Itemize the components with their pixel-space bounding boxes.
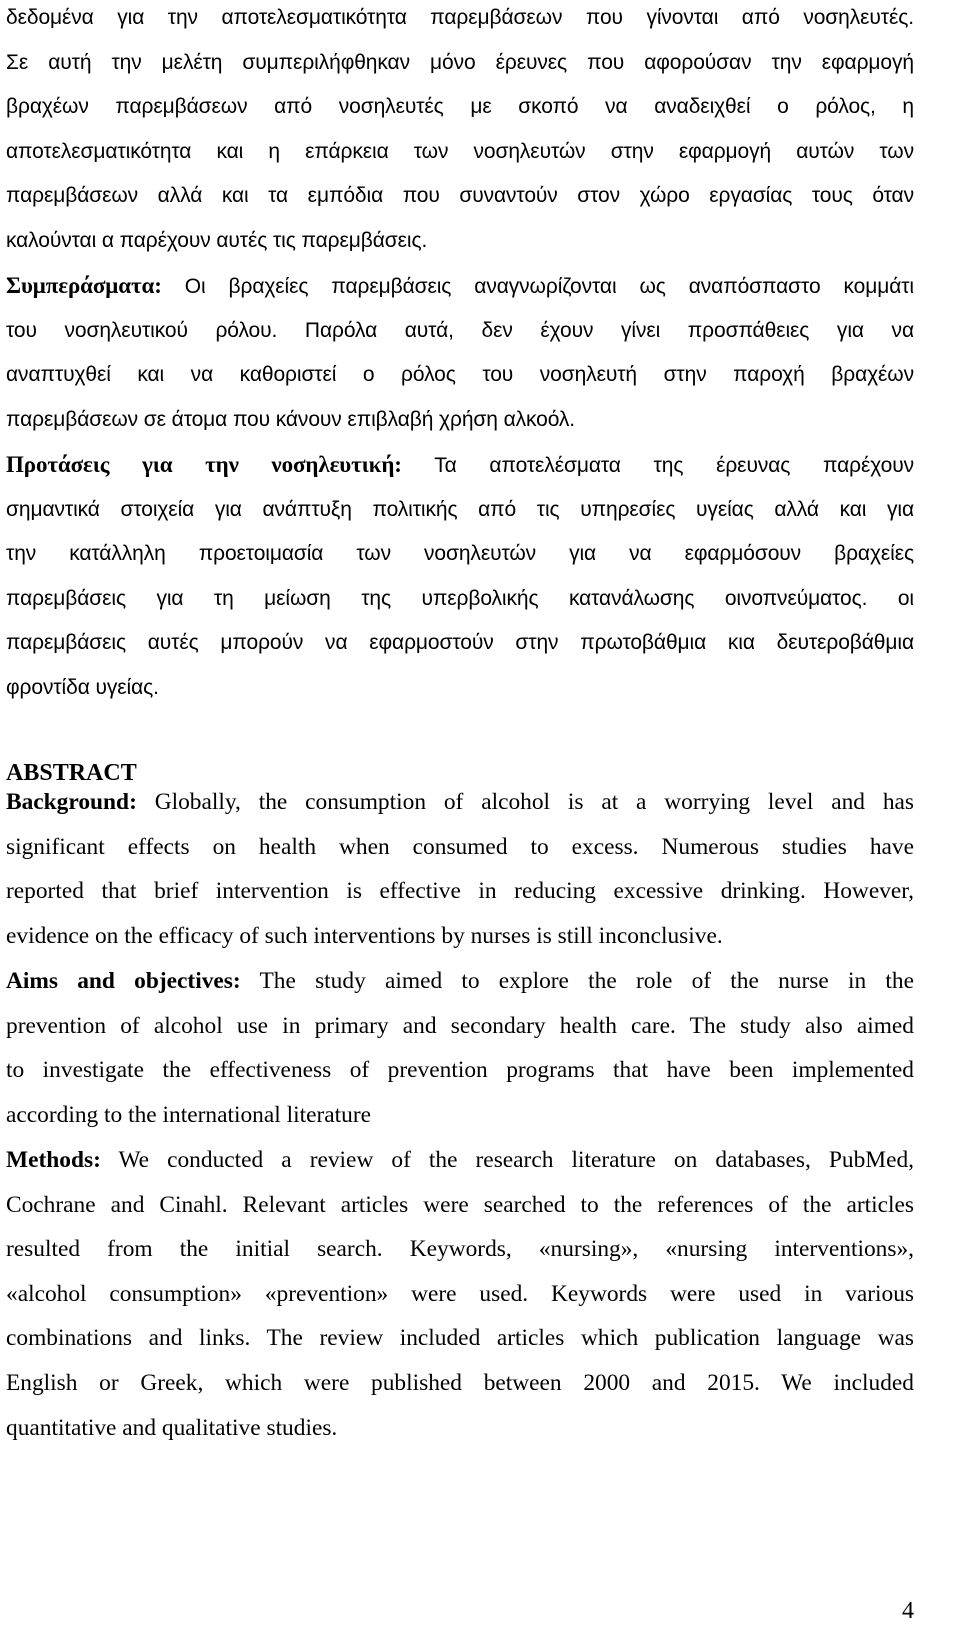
text-line: resulted from the initial search. Keywords, «nursing», «nursing interventions», xyxy=(6,1236,914,1262)
text-line xyxy=(6,967,914,995)
text-line: σημαντικά στοιχεία για ανάπτυξη πολιτικής από τις υπηρεσίες υγείας αλλά και για xyxy=(6,498,914,521)
text-line: quantitative and qualitative studies. xyxy=(6,1415,338,1441)
text-line: evidence on the efficacy of such interventions by nurses is still inconclusive. xyxy=(6,923,723,949)
background-first-line: Globally, the consumption of alcohol is at a worrying level and has xyxy=(136,789,914,815)
text-line: παρεμβάσεων αλλά και τα εμπόδια που συναντούν στον χώρο εργασίας τους όταν xyxy=(6,184,914,207)
text-line: Σε αυτή την μελέτη συμπεριλήφθηκαν μόνο έρευνες που αφορούσαν την εφαρμογή xyxy=(6,51,914,74)
text-line: βραχέων παρεμβάσεων από νοσηλευτές με σκοπό να αναδειχθεί ο ρόλος, η xyxy=(6,95,914,118)
text-line: παρεμβάσεων σε άτομα που κάνουν επιβλαβή χρήση αλκοόλ. xyxy=(6,408,576,431)
text-line: φροντίδα υγείας. xyxy=(6,676,159,699)
text-line: according to the international literature xyxy=(6,1102,371,1128)
text-line: combinations and links. The review included articles which publication language was xyxy=(6,1325,914,1351)
nursing-proposals-first-line: Τα αποτελέσματα της έρευνας παρέχουν xyxy=(401,454,914,477)
aims-label: Aims and objectives: xyxy=(6,968,241,994)
text-line: Cochrane and Cinahl. Relevant articles were searched to the references of the articles xyxy=(6,1192,914,1218)
page-number: 4 xyxy=(902,1598,914,1624)
nursing-proposals-label: Προτάσεις για την νοσηλευτική: xyxy=(6,452,402,477)
text-line: του νοσηλευτικού ρόλου. Παρόλα αυτά, δεν έχουν γίνει προσπάθειες για να xyxy=(6,319,914,342)
aims-first-line: The study aimed to explore the role of the nurse in the xyxy=(240,968,914,994)
text-line xyxy=(6,788,914,816)
text-line xyxy=(6,272,914,301)
text-line: παρεμβάσεις για τη μείωση της υπερβολικής κατανάλωσης οινοπνεύματος. οι xyxy=(6,587,914,610)
text-line: αποτελεσματικότητα και η επάρκεια των νοσηλευτών στην εφαρμογή αυτών των xyxy=(6,140,914,163)
text-line: παρεμβάσεις αυτές μπορούν να εφαρμοστούν στην πρωτοβάθμια κια δευτεροβάθμια xyxy=(6,631,914,654)
text-line: αναπτυχθεί και να καθοριστεί ο ρόλος του νοσηλευτή στην παροχή βραχέων xyxy=(6,363,914,386)
text-line: to investigate the effectiveness of prevention programs that have been implemented xyxy=(6,1057,914,1083)
text-line xyxy=(6,1146,914,1174)
text-line: την κατάλληλη προετοιμασία των νοσηλευτών για να εφαρμόσουν βραχείες xyxy=(6,542,914,565)
text-line: prevention of alcohol use in primary and secondary health care. The study also aimed xyxy=(6,1013,914,1039)
text-line: reported that brief intervention is effective in reducing excessive drinking. However, xyxy=(6,878,914,904)
text-line: significant effects on health when consumed to excess. Numerous studies have xyxy=(6,834,914,860)
text-line: English or Greek, which were published between 2000 and 2015. We included xyxy=(6,1370,914,1396)
background-label: Background: xyxy=(6,789,137,815)
text-line: καλούνται α παρέχουν αυτές τις παρεμβάσεις. xyxy=(6,229,428,252)
methods-first-line: We conducted a review of the research literature on databases, PubMed, xyxy=(100,1147,914,1173)
methods-label: Methods: xyxy=(6,1147,101,1173)
text-line xyxy=(6,451,914,480)
text-line: δεδομένα για την αποτελεσματικότητα παρεμβάσεων που γίνονται από νοσηλευτές. xyxy=(6,6,914,29)
abstract-title: ABSTRACT xyxy=(6,760,137,786)
text-line: «alcohol consumption» «prevention» were used. Keywords were used in various xyxy=(6,1281,914,1307)
conclusions-label: Συμπεράσματα: xyxy=(6,273,162,298)
conclusions-first-line: Οι βραχείες παρεμβάσεις αναγνωρίζονται ως αναπόσπαστο κομμάτι xyxy=(161,275,914,298)
